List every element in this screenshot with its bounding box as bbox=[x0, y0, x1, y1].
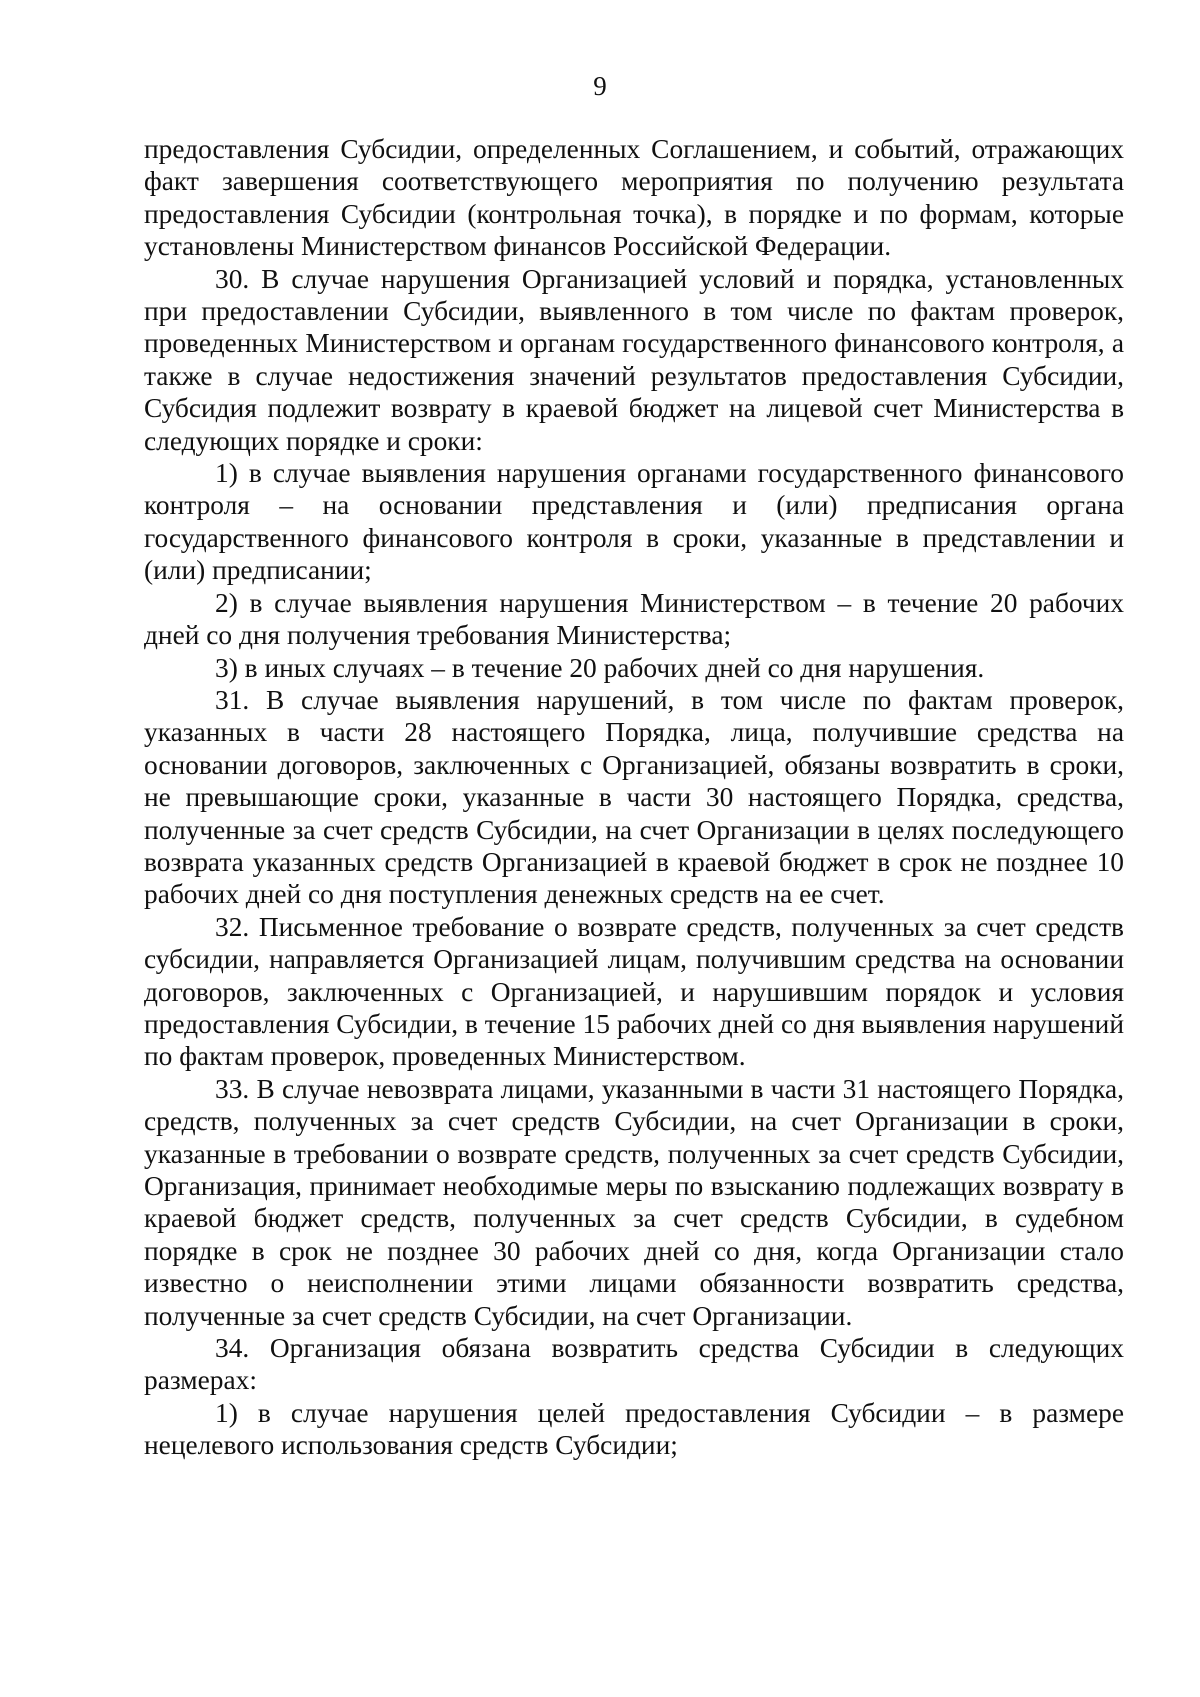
paragraph-34: 34. Организация обязана возвратить средства Субсидии в следующих размерах: bbox=[144, 1333, 1124, 1396]
paragraph-30: 30. В случае нарушения Организацией условий и порядка, установленных при предоставлении Субсидии, выявленного в том числе по фактам проверок, проведенных Министерством и органам государственного финансового контроля, а также в случае недостижения значений результатов предоставления Субсидии, Субсидия подлежит возврату в краевой бюджет на лицевой счет Министерства в следующих порядке и сроки: bbox=[144, 263, 1124, 456]
paragraph-32: 32. Письменное требование о возврате средств, полученных за счет средств субсидии, направляется Организацией лицам, получившим средства на основании договоров, заключенных с Организацией, и нарушившим порядок и условия предоставления Субсидии, в течение 15 рабочих дней со дня выявления нарушений по фактам проверок, проведенных Министерством. bbox=[144, 911, 1124, 1072]
paragraph-30-item-2: 2) в случае выявления нарушения Министерством – в течение 20 рабочих дней со дня получения требования Министерства; bbox=[144, 587, 1124, 651]
document-body bbox=[144, 133, 1124, 1462]
paragraph-34-item-1: 1) в случае нарушения целей предоставления Субсидии – в размере нецелевого использования средств Субсидии; bbox=[144, 1397, 1124, 1461]
paragraph-31: 31. В случае выявления нарушений, в том числе по фактам проверок, указанных в части 28 настоящего Порядка, лица, получившие средства на основании договоров, заключенных с Организацией, обязаны возвратить в сроки, не превышающие сроки, указанные в части 30 настоящего Порядка, средства, полученные за счет средств Субсидии, на счет Организации в целях последующего возврата указанных средств Организацией в краевой бюджет в срок не позднее 10 рабочих дней со дня поступления денежных средств на ее счет. bbox=[144, 684, 1124, 910]
paragraph-continuation: предоставления Субсидии, определенных Соглашением, и событий, отражающих факт завершения соответствующего мероприятия по получению результата предоставления Субсидии (контрольная точка), в порядке и по формам, которые установлены Министерством финансов Российской Федерации. bbox=[144, 134, 1124, 262]
paragraph-30-item-3: 3) в иных случаях – в течение 20 рабочих дней со дня нарушения. bbox=[215, 652, 985, 683]
paragraph-30-item-1: 1) в случае выявления нарушения органами государственного финансового контроля – на основании представления и (или) предписания органа государственного финансового контроля в сроки, указанные в представлении и (или) предписании; bbox=[144, 458, 1124, 586]
page-number: 9 bbox=[593, 71, 607, 101]
paragraph-33: 33. В случае невозврата лицами, указанными в части 31 настоящего Порядка, средств, полученных за счет средств Субсидии, на счет Организации в сроки, указанные в требовании о возврате средств, полученных за счет средств Субсидии, Организация, принимает необходимые меры по взысканию подлежащих возврату в краевой бюджет средств, полученных за счет средств Субсидии, в судебном порядке в срок не позднее 30 рабочих дней со дня, когда Организации стало известно о неисполнении этими лицами обязанности возвратить средства, полученные за счет средств Субсидии, на счет Организации. bbox=[144, 1073, 1124, 1331]
